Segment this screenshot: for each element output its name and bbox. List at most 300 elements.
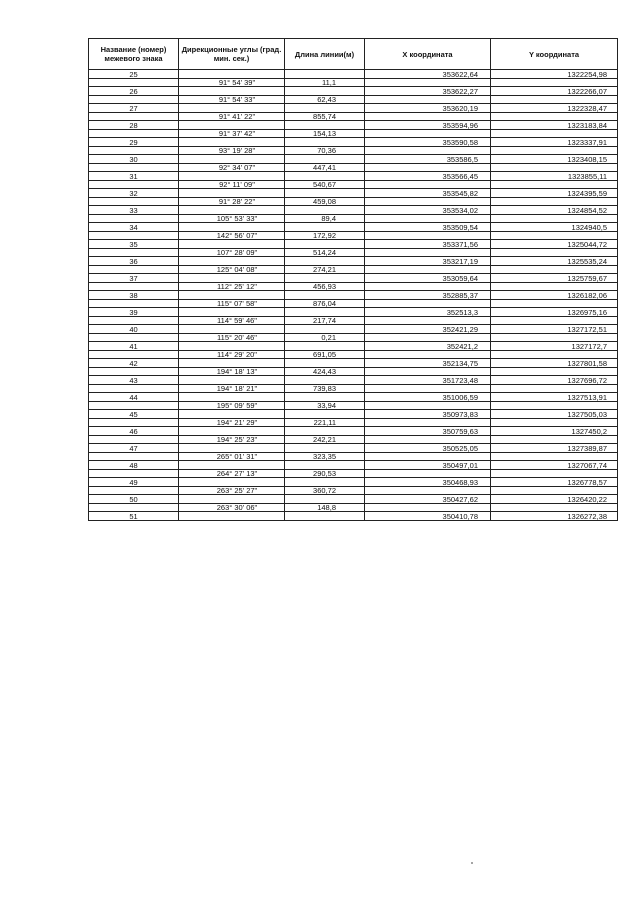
empty-cell (365, 129, 491, 138)
header-length: Длина линии(м) (285, 39, 365, 70)
point-row (89, 444, 618, 453)
direction-angle: 92° 11' 09" (179, 180, 285, 189)
y-coordinate: 1322328,47 (491, 104, 618, 113)
empty-cell (491, 282, 618, 291)
empty-cell (365, 469, 491, 478)
x-coordinate: 353622,64 (365, 70, 491, 79)
segment-row (89, 333, 618, 342)
empty-cell (179, 172, 285, 181)
direction-angle: 93° 19' 28" (179, 146, 285, 155)
x-coordinate: 353545,82 (365, 189, 491, 198)
boundary-coordinates-table (88, 38, 618, 521)
segment-row (89, 248, 618, 257)
empty-cell (491, 333, 618, 342)
point-row (89, 104, 618, 113)
empty-cell (365, 316, 491, 325)
line-length: 456,93 (285, 282, 365, 291)
empty-cell (179, 444, 285, 453)
x-coordinate: 350525,05 (365, 444, 491, 453)
direction-angle: 107° 28' 09" (179, 248, 285, 257)
empty-cell (179, 376, 285, 385)
empty-cell (365, 418, 491, 427)
segment-row (89, 78, 618, 87)
empty-cell (179, 155, 285, 164)
line-length: 70,36 (285, 146, 365, 155)
empty-cell (491, 503, 618, 512)
point-row (89, 342, 618, 351)
empty-cell (285, 104, 365, 113)
point-number: 50 (89, 495, 179, 504)
empty-cell (491, 248, 618, 257)
empty-cell (179, 342, 285, 351)
x-coordinate: 350973,83 (365, 410, 491, 419)
point-row (89, 308, 618, 317)
empty-cell (285, 410, 365, 419)
empty-cell (179, 325, 285, 334)
empty-cell (491, 197, 618, 206)
empty-cell (179, 70, 285, 79)
header-y: Y координата (491, 39, 618, 70)
empty-cell (89, 418, 179, 427)
direction-angle: 142° 56' 07" (179, 231, 285, 240)
empty-cell (179, 427, 285, 436)
point-row (89, 291, 618, 300)
direction-angle: 105° 53' 33" (179, 214, 285, 223)
point-number: 46 (89, 427, 179, 436)
segment-row (89, 95, 618, 104)
point-row (89, 410, 618, 419)
empty-cell (179, 240, 285, 249)
empty-cell (491, 231, 618, 240)
empty-cell (89, 248, 179, 257)
point-row (89, 495, 618, 504)
empty-cell (89, 95, 179, 104)
empty-cell (89, 435, 179, 444)
segment-row (89, 435, 618, 444)
empty-cell (365, 333, 491, 342)
empty-cell (491, 180, 618, 189)
empty-cell (491, 78, 618, 87)
segment-row (89, 418, 618, 427)
x-coordinate: 352421,2 (365, 342, 491, 351)
empty-cell (285, 444, 365, 453)
segment-row (89, 316, 618, 325)
y-coordinate: 1327801,58 (491, 359, 618, 368)
segment-row (89, 367, 618, 376)
empty-cell (365, 265, 491, 274)
x-coordinate: 353509,54 (365, 223, 491, 232)
x-coordinate: 352421,29 (365, 325, 491, 334)
y-coordinate: 1326975,16 (491, 308, 618, 317)
y-coordinate: 1327696,72 (491, 376, 618, 385)
empty-cell (179, 359, 285, 368)
y-coordinate: 1326778,57 (491, 478, 618, 487)
point-row (89, 138, 618, 147)
line-length: 514,24 (285, 248, 365, 257)
point-row (89, 240, 618, 249)
point-row (89, 172, 618, 181)
segment-row (89, 197, 618, 206)
empty-cell (179, 138, 285, 147)
segment-row (89, 486, 618, 495)
empty-cell (285, 223, 365, 232)
x-coordinate: 353622,27 (365, 87, 491, 96)
table-header-row (89, 39, 618, 70)
empty-cell (285, 87, 365, 96)
y-coordinate: 1326420,22 (491, 495, 618, 504)
point-row (89, 257, 618, 266)
segment-row (89, 180, 618, 189)
empty-cell (89, 299, 179, 308)
empty-cell (285, 70, 365, 79)
empty-cell (285, 308, 365, 317)
point-number: 42 (89, 359, 179, 368)
empty-cell (179, 206, 285, 215)
direction-angle: 194° 21' 29" (179, 418, 285, 427)
x-coordinate: 350427,62 (365, 495, 491, 504)
line-length: 242,21 (285, 435, 365, 444)
segment-row (89, 163, 618, 172)
empty-cell (491, 316, 618, 325)
segment-row (89, 469, 618, 478)
empty-cell (365, 214, 491, 223)
empty-cell (179, 257, 285, 266)
empty-cell (179, 104, 285, 113)
empty-cell (285, 291, 365, 300)
direction-angle: 195° 09' 59" (179, 401, 285, 410)
y-coordinate: 1324854,52 (491, 206, 618, 215)
direction-angle: 91° 28' 22" (179, 197, 285, 206)
y-coordinate: 1327450,2 (491, 427, 618, 436)
y-coordinate: 1326182,06 (491, 291, 618, 300)
point-row (89, 478, 618, 487)
point-row (89, 206, 618, 215)
x-coordinate: 352885,37 (365, 291, 491, 300)
point-number: 36 (89, 257, 179, 266)
empty-cell (491, 95, 618, 104)
segment-row (89, 129, 618, 138)
point-row (89, 87, 618, 96)
point-number: 41 (89, 342, 179, 351)
empty-cell (365, 401, 491, 410)
y-coordinate: 1324940,5 (491, 223, 618, 232)
y-coordinate: 1325759,67 (491, 274, 618, 283)
empty-cell (365, 197, 491, 206)
empty-cell (285, 325, 365, 334)
y-coordinate: 1324395,59 (491, 189, 618, 198)
point-number: 26 (89, 87, 179, 96)
direction-angle: 263° 30' 06" (179, 503, 285, 512)
x-coordinate: 353590,58 (365, 138, 491, 147)
empty-cell (285, 206, 365, 215)
empty-cell (491, 214, 618, 223)
line-length: 148,8 (285, 503, 365, 512)
line-length: 217,74 (285, 316, 365, 325)
line-length: 154,13 (285, 129, 365, 138)
point-number: 29 (89, 138, 179, 147)
empty-cell (491, 299, 618, 308)
empty-cell (285, 359, 365, 368)
empty-cell (89, 146, 179, 155)
y-coordinate: 1323855,11 (491, 172, 618, 181)
y-coordinate: 1327067,74 (491, 461, 618, 470)
empty-cell (365, 163, 491, 172)
line-length: 62,43 (285, 95, 365, 104)
segment-row (89, 112, 618, 121)
x-coordinate: 353566,45 (365, 172, 491, 181)
empty-cell (89, 469, 179, 478)
x-coordinate: 350410,78 (365, 512, 491, 521)
point-row (89, 274, 618, 283)
empty-cell (285, 376, 365, 385)
point-row (89, 427, 618, 436)
line-length: 0,21 (285, 333, 365, 342)
direction-angle: 91° 37' 42" (179, 129, 285, 138)
empty-cell (285, 240, 365, 249)
direction-angle: 125° 04' 08" (179, 265, 285, 274)
point-row (89, 376, 618, 385)
empty-cell (89, 265, 179, 274)
direction-angle: 112° 25' 12" (179, 282, 285, 291)
y-coordinate: 1323183,84 (491, 121, 618, 130)
line-length: 459,08 (285, 197, 365, 206)
direction-angle: 264° 27' 13" (179, 469, 285, 478)
empty-cell (89, 333, 179, 342)
point-number: 37 (89, 274, 179, 283)
empty-cell (491, 350, 618, 359)
point-number: 38 (89, 291, 179, 300)
direction-angle: 194° 25' 23" (179, 435, 285, 444)
empty-cell (491, 146, 618, 155)
line-length: 876,04 (285, 299, 365, 308)
empty-cell (285, 393, 365, 402)
empty-cell (365, 384, 491, 393)
line-length: 447,41 (285, 163, 365, 172)
direction-angle: 114° 29' 20" (179, 350, 285, 359)
line-length: 11,1 (285, 78, 365, 87)
empty-cell (365, 95, 491, 104)
line-length: 274,21 (285, 265, 365, 274)
empty-cell (89, 384, 179, 393)
empty-cell (491, 435, 618, 444)
direction-angle: 92° 34' 07" (179, 163, 285, 172)
point-number: 51 (89, 512, 179, 521)
line-length: 424,43 (285, 367, 365, 376)
empty-cell (89, 78, 179, 87)
empty-cell (89, 486, 179, 495)
point-row (89, 393, 618, 402)
empty-cell (365, 452, 491, 461)
line-length: 739,83 (285, 384, 365, 393)
empty-cell (179, 189, 285, 198)
empty-cell (179, 308, 285, 317)
empty-cell (89, 316, 179, 325)
empty-cell (365, 350, 491, 359)
scan-speck (471, 862, 473, 864)
empty-cell (89, 180, 179, 189)
empty-cell (179, 121, 285, 130)
point-number: 44 (89, 393, 179, 402)
header-angle: Дирекционные углы (град. мин. сек.) (179, 39, 285, 70)
y-coordinate: 1327172,7 (491, 342, 618, 351)
empty-cell (89, 163, 179, 172)
empty-cell (285, 427, 365, 436)
empty-cell (179, 495, 285, 504)
empty-cell (285, 495, 365, 504)
y-coordinate: 1322254,98 (491, 70, 618, 79)
point-number: 28 (89, 121, 179, 130)
segment-row (89, 384, 618, 393)
line-length: 221,11 (285, 418, 365, 427)
x-coordinate: 350497,01 (365, 461, 491, 470)
x-coordinate: 353059,64 (365, 274, 491, 283)
empty-cell (365, 180, 491, 189)
empty-cell (365, 248, 491, 257)
y-coordinate: 1327513,91 (491, 393, 618, 402)
empty-cell (365, 486, 491, 495)
empty-cell (365, 435, 491, 444)
empty-cell (89, 129, 179, 138)
x-coordinate: 352134,75 (365, 359, 491, 368)
empty-cell (285, 478, 365, 487)
empty-cell (285, 138, 365, 147)
direction-angle: 263° 25' 27" (179, 486, 285, 495)
empty-cell (491, 452, 618, 461)
point-number: 48 (89, 461, 179, 470)
x-coordinate: 353586,5 (365, 155, 491, 164)
empty-cell (89, 452, 179, 461)
direction-angle: 114° 59' 46" (179, 316, 285, 325)
line-length: 290,53 (285, 469, 365, 478)
point-row (89, 155, 618, 164)
y-coordinate: 1323408,15 (491, 155, 618, 164)
empty-cell (365, 231, 491, 240)
x-coordinate: 353594,96 (365, 121, 491, 130)
empty-cell (491, 112, 618, 121)
x-coordinate: 350759,63 (365, 427, 491, 436)
y-coordinate: 1323337,91 (491, 138, 618, 147)
segment-row (89, 350, 618, 359)
empty-cell (285, 342, 365, 351)
empty-cell (179, 410, 285, 419)
point-number: 25 (89, 70, 179, 79)
empty-cell (285, 274, 365, 283)
empty-cell (365, 78, 491, 87)
x-coordinate: 350468,93 (365, 478, 491, 487)
empty-cell (491, 469, 618, 478)
empty-cell (365, 282, 491, 291)
empty-cell (365, 367, 491, 376)
empty-cell (89, 214, 179, 223)
empty-cell (89, 282, 179, 291)
line-length: 89,4 (285, 214, 365, 223)
empty-cell (89, 503, 179, 512)
empty-cell (365, 299, 491, 308)
table-body (89, 70, 618, 521)
empty-cell (285, 155, 365, 164)
direction-angle: 194° 18' 13" (179, 367, 285, 376)
empty-cell (365, 146, 491, 155)
direction-angle: 115° 20' 46" (179, 333, 285, 342)
point-number: 43 (89, 376, 179, 385)
x-coordinate: 351006,59 (365, 393, 491, 402)
empty-cell (491, 384, 618, 393)
empty-cell (491, 486, 618, 495)
point-number: 35 (89, 240, 179, 249)
empty-cell (491, 163, 618, 172)
empty-cell (491, 367, 618, 376)
empty-cell (179, 512, 285, 521)
segment-row (89, 503, 618, 512)
header-x: X координата (365, 39, 491, 70)
empty-cell (179, 223, 285, 232)
empty-cell (285, 461, 365, 470)
empty-cell (179, 393, 285, 402)
empty-cell (89, 350, 179, 359)
empty-cell (491, 129, 618, 138)
point-number: 27 (89, 104, 179, 113)
line-length: 323,35 (285, 452, 365, 461)
empty-cell (89, 401, 179, 410)
empty-cell (89, 197, 179, 206)
x-coordinate: 353620,19 (365, 104, 491, 113)
line-length: 855,74 (285, 112, 365, 121)
point-row (89, 359, 618, 368)
segment-row (89, 452, 618, 461)
line-length: 33,94 (285, 401, 365, 410)
empty-cell (285, 512, 365, 521)
segment-row (89, 299, 618, 308)
line-length: 172,92 (285, 231, 365, 240)
x-coordinate: 352513,3 (365, 308, 491, 317)
empty-cell (179, 478, 285, 487)
x-coordinate: 353534,02 (365, 206, 491, 215)
point-number: 32 (89, 189, 179, 198)
point-number: 49 (89, 478, 179, 487)
empty-cell (491, 418, 618, 427)
segment-row (89, 231, 618, 240)
segment-row (89, 214, 618, 223)
direction-angle: 265° 01' 31" (179, 452, 285, 461)
point-row (89, 223, 618, 232)
y-coordinate: 1322266,07 (491, 87, 618, 96)
empty-cell (285, 257, 365, 266)
y-coordinate: 1326272,38 (491, 512, 618, 521)
empty-cell (89, 112, 179, 121)
segment-row (89, 146, 618, 155)
empty-cell (179, 274, 285, 283)
y-coordinate: 1325044,72 (491, 240, 618, 249)
point-row (89, 461, 618, 470)
empty-cell (365, 112, 491, 121)
point-number: 40 (89, 325, 179, 334)
empty-cell (285, 189, 365, 198)
empty-cell (89, 367, 179, 376)
point-number: 31 (89, 172, 179, 181)
empty-cell (179, 87, 285, 96)
point-number: 30 (89, 155, 179, 164)
header-name: Название (номер) межевого знака (89, 39, 179, 70)
empty-cell (179, 461, 285, 470)
direction-angle: 115° 07' 58" (179, 299, 285, 308)
point-number: 45 (89, 410, 179, 419)
line-length: 540,67 (285, 180, 365, 189)
direction-angle: 91° 41' 22" (179, 112, 285, 121)
direction-angle: 194° 18' 21" (179, 384, 285, 393)
direction-angle: 91° 54' 33" (179, 95, 285, 104)
point-number: 33 (89, 206, 179, 215)
point-row (89, 325, 618, 334)
